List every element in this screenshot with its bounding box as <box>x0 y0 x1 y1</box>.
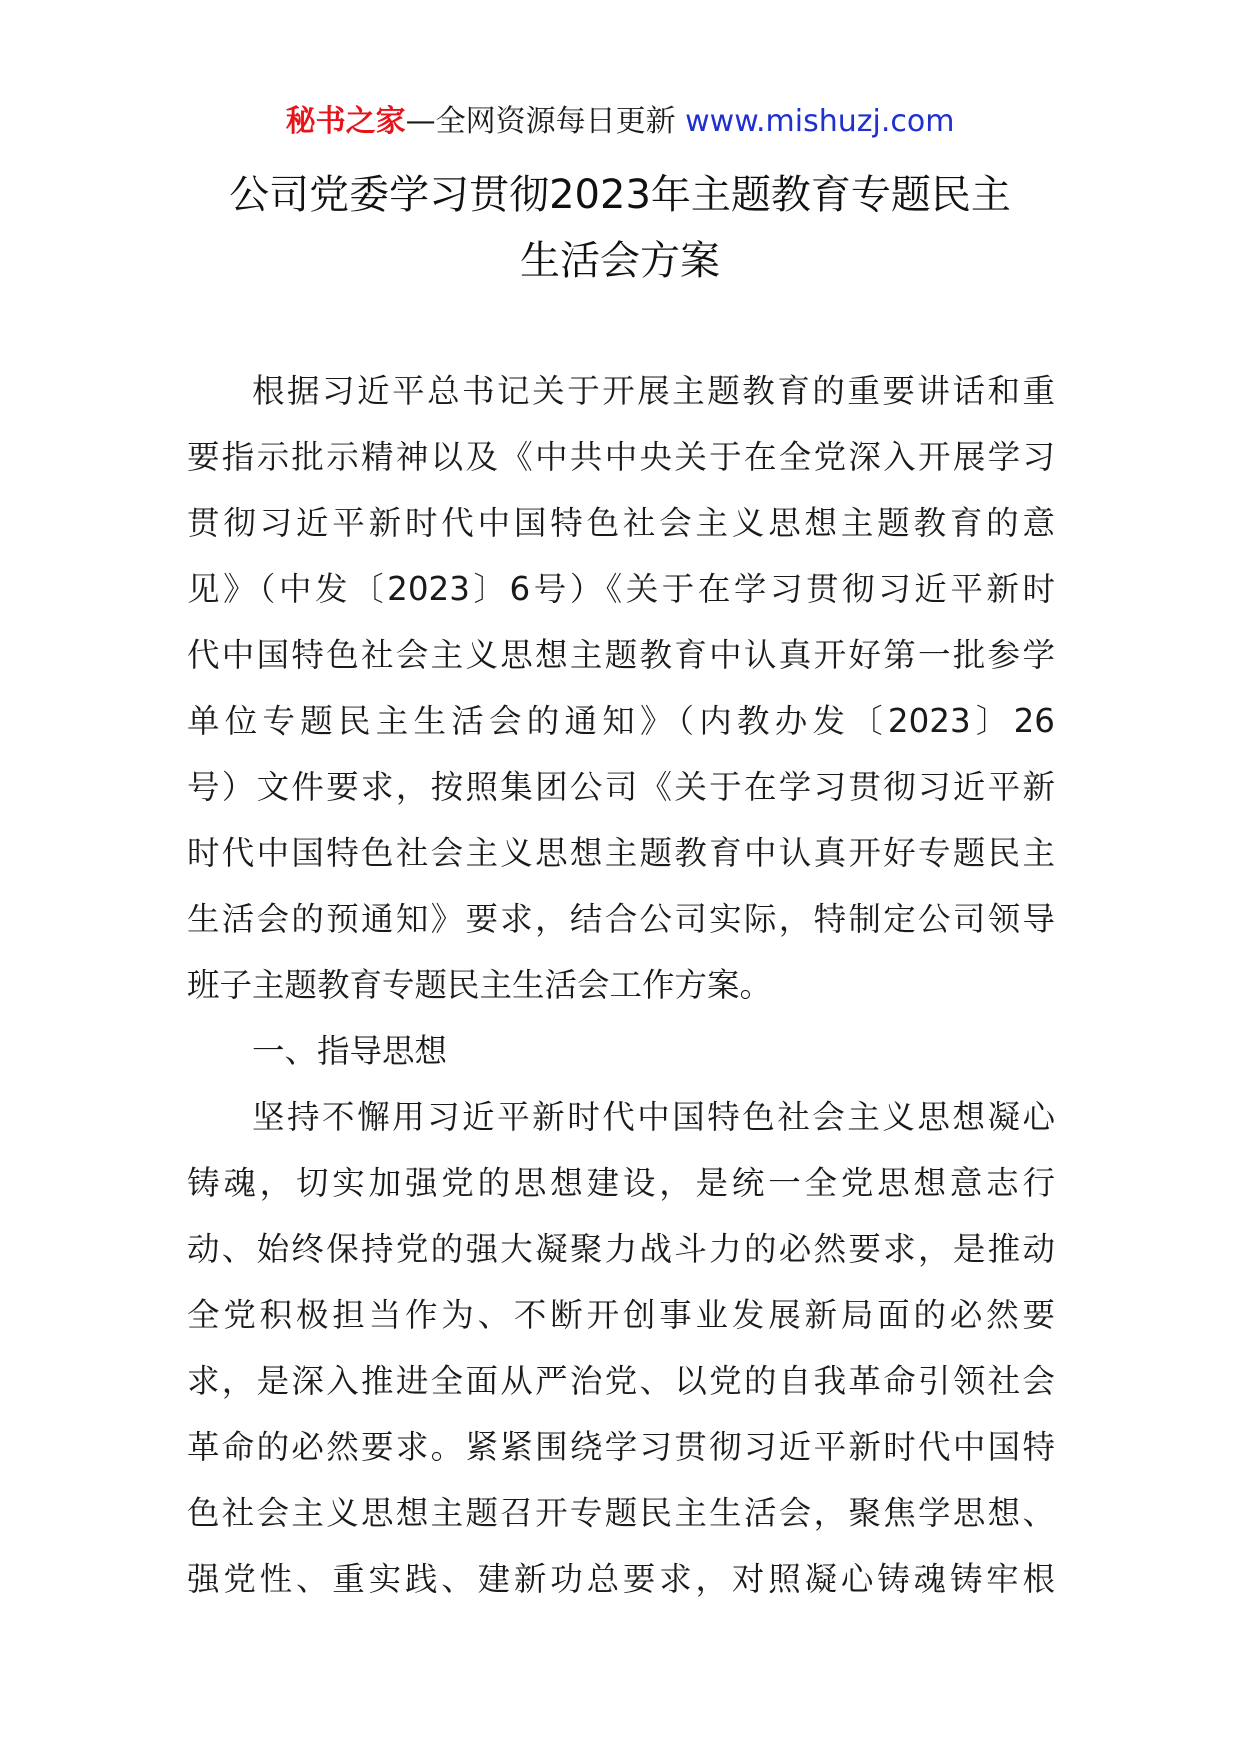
paragraph-line: 号）文件要求，按照集团公司《关于在学习贯彻习近平新 <box>187 768 1055 806</box>
site-header <box>0 100 1240 144</box>
document-title <box>180 162 1060 294</box>
paragraph-line: 求，是深入推进全面从严治党、以党的自我革命引领社会 <box>187 1362 1055 1400</box>
paragraph-line: 全党积极担当作为、不断开创事业发展新局面的必然要 <box>187 1296 1055 1334</box>
paragraph-line: 生活会的预通知》要求，结合公司实际，特制定公司领导 <box>187 900 1055 938</box>
brand-name: 秘书之家 <box>285 104 406 139</box>
paragraph-line: 班子主题教育专题民主生活会工作方案。 <box>187 966 773 1004</box>
paragraph-line: 根据习近平总书记关于开展主题教育的重要讲话和重 <box>252 372 1055 410</box>
paragraph-line: 见》（中发〔2023〕6号）《关于在学习贯彻习近平新时 <box>187 570 1055 608</box>
paragraph-line: 时代中国特色社会主义思想主题教育中认真开好专题民主 <box>187 834 1055 872</box>
title-line: 生活会方案 <box>520 238 720 284</box>
paragraph-line: 要指示批示精神以及《中共中央关于在全党深入开展学习 <box>187 438 1055 476</box>
header-tagline: —全网资源每日更新 <box>405 104 676 139</box>
paragraph-line: 代中国特色社会主义思想主题教育中认真开好第一批参学 <box>187 636 1055 674</box>
site-url[interactable]: www.mishuzj.com <box>685 104 955 139</box>
paragraph-line: 贯彻习近平新时代中国特色社会主义思想主题教育的意 <box>187 504 1055 542</box>
section-heading: 一、指导思想 <box>252 1032 448 1070</box>
document-body <box>187 358 1055 1612</box>
title-line: 公司党委学习贯彻2023年主题教育专题民主 <box>229 172 1011 218</box>
paragraph-line: 强党性、重实践、建新功总要求，对照凝心铸魂铸牢根 <box>187 1560 1055 1598</box>
paragraph-line: 革命的必然要求。紧紧围绕学习贯彻习近平新时代中国特 <box>187 1428 1055 1466</box>
paragraph-line: 坚持不懈用习近平新时代中国特色社会主义思想凝心 <box>252 1098 1055 1136</box>
paragraph-line: 单位专题民主生活会的通知》（内教办发〔2023〕26 <box>187 702 1055 740</box>
paragraph-line: 动、始终保持党的强大凝聚力战斗力的必然要求，是推动 <box>187 1230 1055 1268</box>
paragraph-line: 铸魂，切实加强党的思想建设，是统一全党思想意志行 <box>187 1164 1055 1202</box>
paragraph-line: 色社会主义思想主题召开专题民主生活会，聚焦学思想、 <box>187 1494 1055 1532</box>
